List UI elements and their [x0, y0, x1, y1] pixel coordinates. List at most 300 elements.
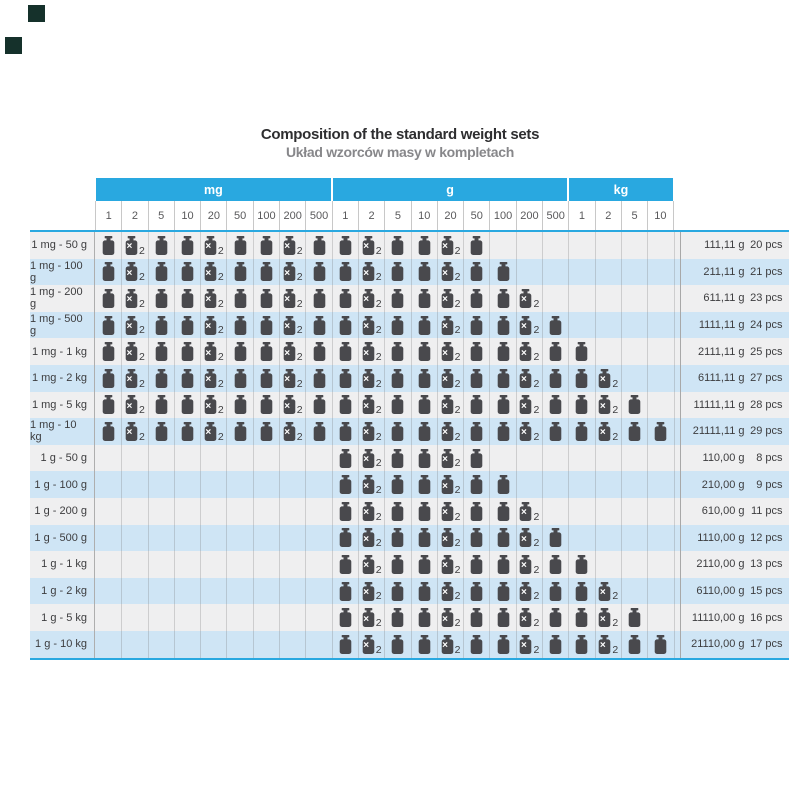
x2-digit: 2	[296, 377, 303, 390]
times-mark: ×	[520, 427, 527, 439]
weight-cell	[148, 365, 174, 392]
weight-icon-wrap	[391, 449, 404, 468]
empty-cell	[647, 525, 673, 552]
empty-cell	[226, 471, 252, 498]
weight-cell	[516, 578, 542, 605]
weight-icon-wrap	[391, 395, 404, 414]
weight-icon-wrap	[418, 635, 431, 654]
weight-icon-wrap	[519, 342, 532, 361]
x2-digit: 2	[139, 324, 145, 337]
weight-icon-wrap	[628, 395, 641, 414]
weight-icon-wrap	[519, 555, 532, 574]
weight-cell	[463, 312, 489, 339]
weight-icon-wrap	[362, 342, 375, 361]
weight-cell	[200, 365, 226, 392]
weight-icon	[181, 422, 194, 441]
times-mark: ×	[284, 241, 291, 253]
x2-digit: 2	[375, 457, 382, 470]
empty-cell	[279, 551, 305, 578]
weight-icon	[470, 528, 483, 547]
weight-cell	[279, 418, 305, 445]
x2-digit: 2	[139, 377, 145, 390]
column-header: 10	[174, 201, 200, 230]
weight-icon	[497, 369, 510, 388]
row-label: 1 mg - 100 g	[30, 259, 95, 286]
row-label: 1 mg - 5 kg	[30, 392, 95, 419]
row-piece-count: 12 pcs	[749, 525, 789, 552]
weight-icon-wrap	[575, 369, 588, 388]
weight-icon	[102, 289, 115, 308]
column-header: 10	[411, 201, 437, 230]
weight-cell	[332, 604, 358, 631]
empty-cell	[200, 445, 226, 472]
empty-cell	[148, 551, 174, 578]
weight-cell	[358, 551, 384, 578]
weight-cell	[200, 232, 226, 259]
times-mark: ×	[599, 640, 606, 652]
weight-icon-wrap	[391, 262, 404, 281]
x2-digit: 2	[612, 643, 619, 656]
weight-icon	[234, 369, 247, 388]
empty-cell	[226, 631, 252, 658]
weight-icon-wrap	[575, 342, 588, 361]
weight-icon-wrap	[519, 582, 532, 601]
weight-cell	[332, 365, 358, 392]
times-mark: ×	[442, 560, 448, 572]
empty-cell	[174, 445, 200, 472]
weight-cell	[384, 445, 410, 472]
weight-cell	[463, 445, 489, 472]
x2-digit: 2	[375, 377, 382, 390]
weight-icon	[654, 422, 667, 441]
column-header: 5	[148, 201, 174, 230]
title-block	[0, 126, 800, 161]
weight-icon	[339, 369, 352, 388]
times-mark: ×	[363, 640, 370, 652]
weight-cell	[516, 392, 542, 419]
weight-icon-wrap	[234, 422, 247, 441]
row-piece-count: 11 pcs	[749, 498, 789, 525]
weight-icon	[339, 502, 352, 521]
weight-icon	[628, 395, 641, 414]
weight-cell	[463, 392, 489, 419]
weight-cell	[332, 259, 358, 286]
weight-cell	[358, 232, 384, 259]
empty-cell	[279, 498, 305, 525]
weight-icon-wrap	[575, 635, 588, 654]
weight-icon-wrap	[339, 395, 352, 414]
times-mark: ×	[205, 374, 212, 386]
x2-digit: 2	[454, 590, 461, 603]
row-total-mass: 21111,11 g	[680, 418, 749, 445]
x2-digit: 2	[533, 510, 540, 523]
empty-cell	[226, 578, 252, 605]
weight-icon-wrap	[362, 262, 375, 281]
weight-icon	[339, 422, 352, 441]
weight-cell	[358, 312, 384, 339]
empty-cell	[647, 365, 673, 392]
weight-icon-wrap	[283, 395, 296, 414]
empty-cell	[148, 631, 174, 658]
weight-icon-wrap	[362, 555, 375, 574]
weight-cell	[437, 232, 463, 259]
row-label: 1 g - 50 g	[30, 445, 95, 472]
weight-icon	[234, 395, 247, 414]
weight-icon-wrap	[441, 422, 454, 441]
weight-icon	[391, 449, 404, 468]
weight-cell	[384, 631, 410, 658]
weight-cell	[358, 471, 384, 498]
empty-cell	[647, 259, 673, 286]
row-label: 1 mg - 1 kg	[30, 338, 95, 365]
weight-cell	[516, 525, 542, 552]
weight-cell	[148, 312, 174, 339]
row-label: 1 g - 200 g	[30, 498, 95, 525]
times-mark: ×	[126, 321, 133, 333]
weight-cell	[358, 604, 384, 631]
weight-icon	[470, 449, 483, 468]
weight-icon	[391, 555, 404, 574]
weight-icon-wrap	[181, 342, 194, 361]
weight-icon-wrap	[598, 395, 611, 414]
weight-icon-wrap	[441, 555, 454, 574]
weight-icon-wrap	[234, 316, 247, 335]
weight-icon-wrap	[313, 342, 326, 361]
weight-cell	[332, 525, 358, 552]
weight-cell	[463, 471, 489, 498]
x2-digit: 2	[217, 404, 224, 417]
empty-cell	[542, 259, 568, 286]
times-mark: ×	[284, 321, 291, 333]
weight-cell	[174, 312, 200, 339]
x2-digit: 2	[454, 483, 461, 496]
empty-cell	[621, 445, 647, 472]
times-mark: ×	[363, 241, 370, 253]
empty-cell	[121, 471, 147, 498]
weight-cell	[437, 365, 463, 392]
empty-cell	[121, 604, 147, 631]
row-piece-count: 8 pcs	[749, 445, 789, 472]
weight-cell	[411, 445, 437, 472]
row-piece-count: 20 pcs	[749, 232, 789, 259]
x2-digit: 2	[375, 537, 382, 550]
weight-icon-wrap	[260, 316, 273, 335]
weight-icon	[575, 635, 588, 654]
weight-cell	[358, 418, 384, 445]
weight-icon-wrap	[441, 289, 454, 308]
row-total-mass: 611,11 g	[680, 285, 749, 312]
weight-icon-wrap	[204, 316, 217, 335]
weight-cell	[647, 418, 673, 445]
weight-cell	[332, 471, 358, 498]
weight-icon-wrap	[497, 316, 510, 335]
weight-cell	[542, 338, 568, 365]
empty-cell	[226, 498, 252, 525]
weight-icon	[234, 236, 247, 255]
weight-icon	[339, 395, 352, 414]
times-mark: ×	[520, 640, 527, 652]
weight-icon-wrap	[628, 608, 641, 627]
weight-icon-wrap	[181, 262, 194, 281]
weight-icon-wrap	[441, 395, 454, 414]
weight-icon-wrap	[497, 342, 510, 361]
x2-digit: 2	[533, 377, 540, 390]
weight-cell	[226, 418, 252, 445]
weight-icon-wrap	[362, 528, 375, 547]
weight-icon-wrap	[497, 422, 510, 441]
weight-icon	[418, 369, 431, 388]
x2-digit: 2	[375, 483, 382, 496]
weight-cell	[253, 338, 279, 365]
weight-cell	[279, 338, 305, 365]
times-mark: ×	[284, 427, 291, 439]
weight-icon-wrap	[339, 449, 352, 468]
weight-icon-wrap	[519, 395, 532, 414]
weight-icon-wrap	[598, 422, 611, 441]
weight-icon	[418, 289, 431, 308]
weight-icon	[391, 395, 404, 414]
weight-icon	[497, 502, 510, 521]
weight-icon-wrap	[391, 528, 404, 547]
weight-cell	[384, 232, 410, 259]
x2-digit: 2	[375, 616, 382, 629]
weight-icon-wrap	[181, 289, 194, 308]
weight-icon	[155, 236, 168, 255]
weight-icon-wrap	[391, 608, 404, 627]
empty-cell	[226, 604, 252, 631]
weight-icon-wrap	[575, 608, 588, 627]
weight-cell	[411, 285, 437, 312]
weight-icon-wrap	[654, 635, 667, 654]
empty-cell	[95, 445, 121, 472]
weight-cell	[463, 338, 489, 365]
weight-icon-wrap	[391, 502, 404, 521]
empty-cell	[489, 232, 515, 259]
weight-cell	[305, 418, 331, 445]
weight-icon-wrap	[418, 289, 431, 308]
weight-cell	[253, 285, 279, 312]
empty-cell	[621, 471, 647, 498]
weight-icon-wrap	[204, 342, 217, 361]
weight-icon	[234, 342, 247, 361]
weight-cell	[148, 338, 174, 365]
empty-cell	[305, 525, 331, 552]
weight-icon-wrap	[283, 369, 296, 388]
empty-cell	[595, 445, 621, 472]
weight-icon-wrap	[155, 236, 168, 255]
empty-cell	[621, 312, 647, 339]
empty-cell	[489, 445, 515, 472]
weight-icon-wrap	[125, 395, 138, 414]
empty-cell	[95, 471, 121, 498]
weight-cell	[305, 259, 331, 286]
row-label: 1 g - 10 kg	[30, 631, 95, 658]
x2-digit: 2	[375, 643, 382, 656]
weight-icon	[470, 316, 483, 335]
weight-cell	[226, 285, 252, 312]
weight-icon-wrap	[549, 342, 562, 361]
weight-cell	[437, 392, 463, 419]
weight-icon-wrap	[204, 289, 217, 308]
weight-cell	[253, 392, 279, 419]
weight-icon-wrap	[362, 316, 375, 335]
weight-icon-wrap	[155, 395, 168, 414]
weight-icon	[102, 422, 115, 441]
times-mark: ×	[442, 347, 448, 359]
weight-cell	[489, 471, 515, 498]
weight-cell	[358, 365, 384, 392]
times-mark: ×	[442, 507, 448, 519]
weight-icon	[155, 422, 168, 441]
weight-icon	[418, 342, 431, 361]
x2-digit: 2	[296, 244, 303, 257]
weight-icon	[418, 635, 431, 654]
times-mark: ×	[599, 400, 606, 412]
x2-digit: 2	[139, 244, 145, 257]
x2-digit: 2	[454, 377, 461, 390]
empty-cell	[148, 525, 174, 552]
times-mark: ×	[284, 294, 291, 306]
weight-cell	[253, 232, 279, 259]
weight-icon-wrap	[418, 608, 431, 627]
weight-cell	[384, 525, 410, 552]
weight-cell	[305, 365, 331, 392]
empty-cell	[621, 232, 647, 259]
weight-cell	[279, 365, 305, 392]
x2-digit: 2	[139, 430, 145, 443]
x2-digit: 2	[217, 271, 224, 284]
weight-cell	[95, 259, 121, 286]
times-mark: ×	[442, 374, 448, 386]
weight-icon-wrap	[125, 289, 138, 308]
empty-cell	[148, 498, 174, 525]
weight-icon-wrap	[339, 608, 352, 627]
weight-cell	[200, 418, 226, 445]
weight-icon-wrap	[362, 449, 375, 468]
weight-cell	[489, 578, 515, 605]
weight-cell	[411, 392, 437, 419]
weight-cell	[568, 578, 594, 605]
times-mark: ×	[442, 533, 448, 545]
weight-cell	[437, 498, 463, 525]
weight-cell	[174, 365, 200, 392]
weight-cell	[463, 418, 489, 445]
weight-icon-wrap	[283, 289, 296, 308]
weight-icon-wrap	[125, 262, 138, 281]
weight-icon	[260, 289, 273, 308]
weight-icon-wrap	[339, 316, 352, 335]
weight-icon-wrap	[391, 635, 404, 654]
weight-cell	[542, 578, 568, 605]
weight-icon	[497, 342, 510, 361]
weight-icon-wrap	[391, 289, 404, 308]
weight-icon-wrap	[519, 422, 532, 441]
weight-cell	[200, 285, 226, 312]
weight-cell	[489, 498, 515, 525]
empty-cell	[148, 578, 174, 605]
weight-cell	[384, 365, 410, 392]
x2-digit: 2	[533, 430, 540, 443]
empty-cell	[595, 498, 621, 525]
weight-icon	[654, 635, 667, 654]
weight-icon-wrap	[470, 395, 483, 414]
weight-icon-wrap	[441, 316, 454, 335]
weight-icon-wrap	[418, 342, 431, 361]
weight-icon	[391, 262, 404, 281]
times-mark: ×	[363, 374, 370, 386]
weight-cell	[332, 312, 358, 339]
weight-cell	[437, 445, 463, 472]
weight-cell	[437, 631, 463, 658]
weight-cell	[463, 365, 489, 392]
times-mark: ×	[520, 374, 527, 386]
weight-icon-wrap	[470, 475, 483, 494]
weight-icon-wrap	[598, 582, 611, 601]
weight-cell	[411, 471, 437, 498]
weight-icon	[391, 422, 404, 441]
weight-icon	[418, 422, 431, 441]
times-mark: ×	[599, 427, 606, 439]
row-label: 1 mg - 50 g	[30, 232, 95, 259]
weight-icon-wrap	[362, 582, 375, 601]
x2-digit: 2	[296, 297, 303, 310]
weight-icon-wrap	[470, 582, 483, 601]
row-piece-count: 25 pcs	[749, 338, 789, 365]
times-mark: ×	[126, 241, 133, 253]
weight-cell	[437, 418, 463, 445]
row-label: 1 g - 1 kg	[30, 551, 95, 578]
weight-icon-wrap	[339, 262, 352, 281]
weight-icon-wrap	[497, 555, 510, 574]
empty-cell	[305, 604, 331, 631]
x2-digit: 2	[375, 563, 382, 576]
x2-digit: 2	[454, 537, 461, 550]
times-mark: ×	[599, 613, 606, 625]
weight-icon	[181, 236, 194, 255]
weight-icon-wrap	[234, 342, 247, 361]
weight-cell	[332, 392, 358, 419]
times-mark: ×	[363, 587, 370, 599]
weight-cell	[568, 631, 594, 658]
row-label: 1 g - 2 kg	[30, 578, 95, 605]
x2-digit: 2	[375, 244, 382, 257]
weight-cell	[305, 312, 331, 339]
times-mark: ×	[284, 267, 291, 279]
weight-icon-wrap	[181, 316, 194, 335]
weight-cell	[332, 445, 358, 472]
weight-icon	[575, 422, 588, 441]
weight-icon	[339, 449, 352, 468]
weight-icon	[391, 528, 404, 547]
weight-cell	[384, 338, 410, 365]
x2-digit: 2	[296, 430, 303, 443]
times-mark: ×	[520, 560, 527, 572]
row-total-mass: 1110,00 g	[680, 525, 749, 552]
weight-cell	[463, 631, 489, 658]
weight-cell	[174, 259, 200, 286]
times-mark: ×	[442, 480, 448, 492]
empty-cell	[568, 259, 594, 286]
empty-cell	[174, 551, 200, 578]
weight-icon-wrap	[549, 422, 562, 441]
weight-icon	[470, 395, 483, 414]
weight-icon-wrap	[313, 369, 326, 388]
weight-icon-wrap	[125, 369, 138, 388]
empty-cell	[226, 525, 252, 552]
weight-cell	[358, 525, 384, 552]
weight-cell	[463, 525, 489, 552]
weight-icon-wrap	[204, 422, 217, 441]
